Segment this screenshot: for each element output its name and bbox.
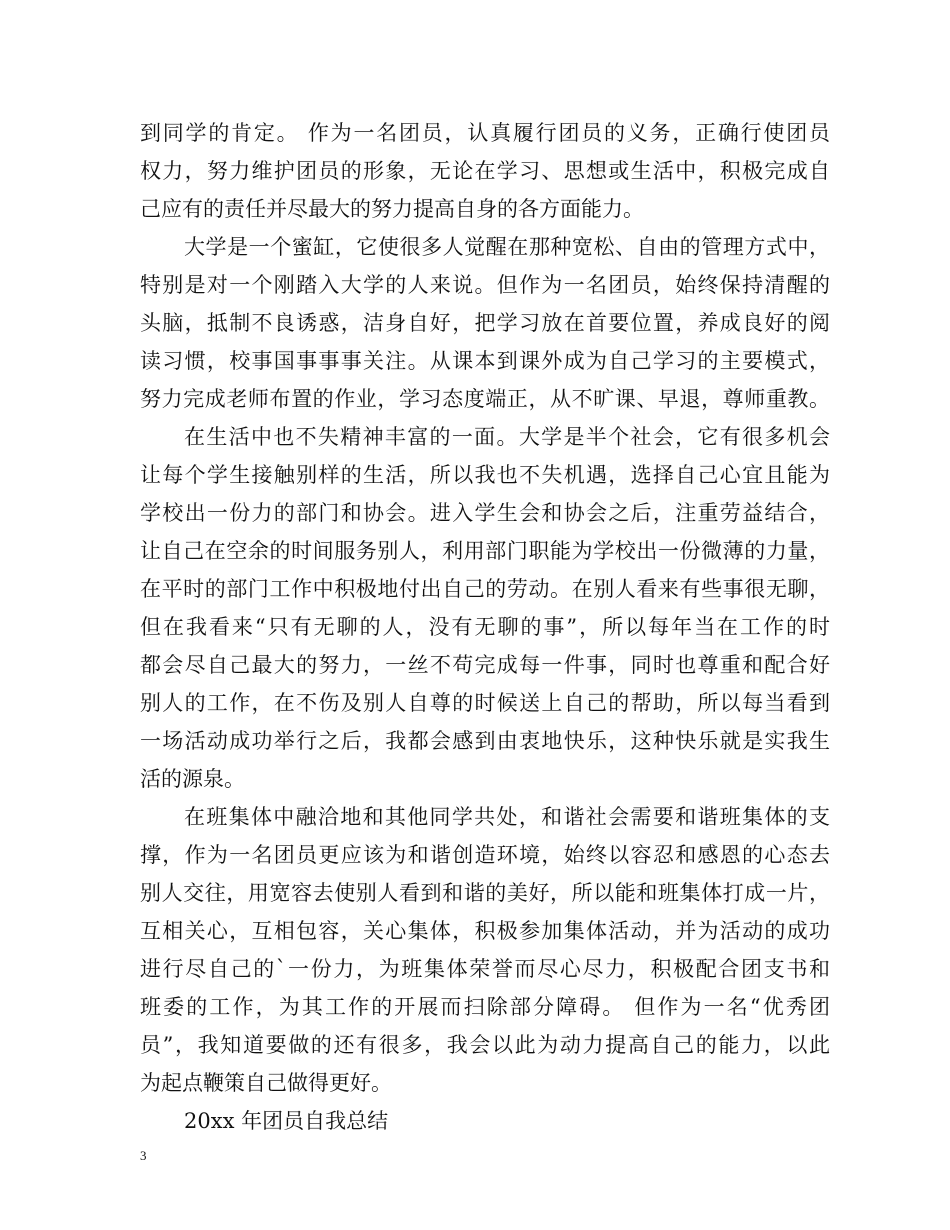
text-line: 读习惯，校事国事事事关注。从课本到课外成为自己学习的主要模式， <box>140 349 830 373</box>
text-line: 撑，作为一名团员更应该为和谐创造环境，始终以容忍和感恩的心态去 <box>140 843 830 867</box>
text-line: 让每个学生接触别样的生活，所以我也不失机遇，选择自己心宜且能为 <box>140 463 830 487</box>
text-line: 努力完成老师布置的作业，学习态度端正，从不旷课、早退，尊师重教。 <box>140 387 830 411</box>
text-line: 别人的工作，在不伤及别人自尊的时候送上自己的帮助，所以每当看到 <box>140 691 830 715</box>
text-line: 别人交往，用宽容去使别人看到和谐的美好，所以能和班集体打成一片， <box>140 881 830 905</box>
text-line: 一场活动成功举行之后，我都会感到由衷地快乐，这种快乐就是实我生 <box>140 729 830 753</box>
text-line: 互相关心，互相包容，关心集体，积极参加集体活动，并为活动的成功 <box>140 919 830 943</box>
text-line: 让自己在空余的时间服务别人，利用部门职能为学校出一份微薄的力量， <box>140 539 830 563</box>
paragraph-first-line: 在班集体中融洽地和其他同学共处，和谐社会需要和谐班集体的支 <box>184 805 830 829</box>
paragraph-first-line: 大学是一个蜜缸，它使很多人觉醒在那种宽松、自由的管理方式中， <box>184 235 830 259</box>
text-line: 权力，努力维护团员的形象，无论在学习、思想或生活中，积极完成自 <box>140 159 830 183</box>
text-line: 头脑，抵制不良诱惑，洁身自好，把学习放在首要位置，养成良好的阅 <box>140 311 830 335</box>
text-line: 己应有的责任并尽最大的努力提高自身的各方面能力。 <box>140 197 644 221</box>
text-line: 员”，我知道要做的还有很多，我会以此为动力提高自己的能力，以此 <box>140 1033 830 1057</box>
text-line: 学校出一份力的部门和协会。进入学生会和协会之后，注重劳益结合， <box>140 501 830 525</box>
section-heading: 20xx 年团员自我总结 <box>184 1109 389 1133</box>
text-line: 活的源泉。 <box>140 767 245 791</box>
document-body <box>140 114 830 1140</box>
text-line: 在平时的部门工作中积极地付出自己的劳动。在别人看来有些事很无聊， <box>140 577 830 601</box>
text-line: 但在我看来“只有无聊的人，没有无聊的事”，所以每年当在工作的时 <box>140 615 830 639</box>
text-line: 为起点鞭策自己做得更好。 <box>140 1071 392 1095</box>
text-line: 都会尽自己最大的努力，一丝不苟完成每一件事，同时也尊重和配合好 <box>140 653 830 677</box>
text-line: 班委的工作，为其工作的开展而扫除部分障碍。 但作为一名“优秀团 <box>140 995 830 1019</box>
paragraph-first-line: 在生活中也不失精神丰富的一面。大学是半个社会，它有很多机会 <box>184 425 830 449</box>
text-line: 到同学的肯定。 作为一名团员，认真履行团员的义务，正确行使团员 <box>140 121 830 145</box>
page-number: 3 <box>140 1148 147 1163</box>
text-line: 特别是对一个刚踏入大学的人来说。但作为一名团员，始终保持清醒的 <box>140 273 830 297</box>
text-line: 进行尽自己的`一份力，为班集体荣誉而尽心尽力，积极配合团支书和 <box>140 957 830 981</box>
